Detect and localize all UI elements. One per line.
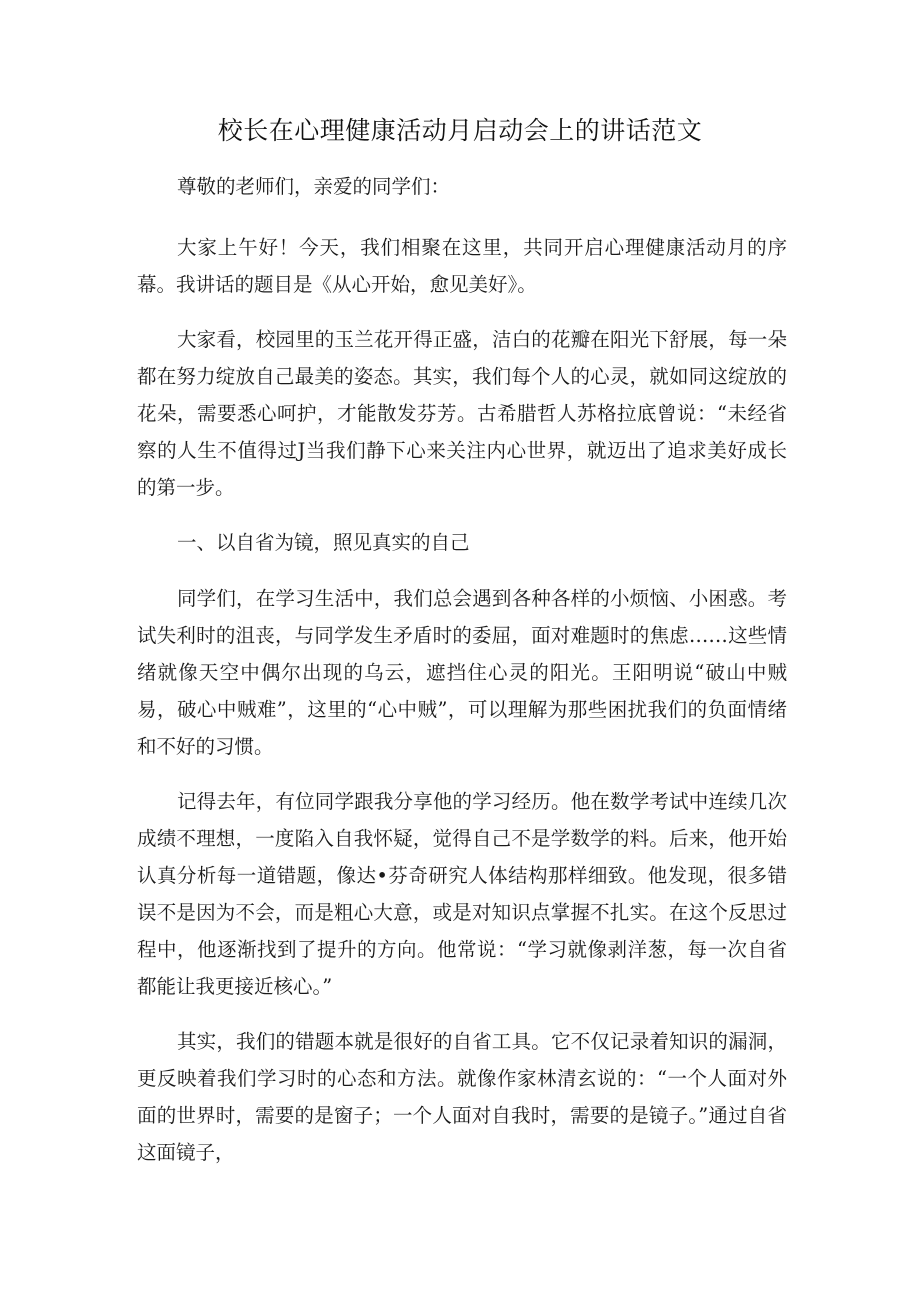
section-heading: 一、以自省为镜，照见真实的自己 [177,531,470,554]
paragraph-opening: 大家上午好！今天，我们相聚在这里，共同开启心理健康活动月的序幕。我讲话的题目是《从心开始，愈见美好》。 [137,236,787,296]
document-title: 校长在心理健康活动月启动会上的讲话范文 [217,116,703,145]
paragraph-student-story: 记得去年，有位同学跟我分享他的学习经历。他在数学考试中连续几次成绩不理想，一度陷入自我怀疑，觉得自己不是学数学的料。后来，他开始认真分析每一道错题，像达•芬奇研究人体结构那样细致。他发现，很多错误不是因为不会，而是粗心大意，或是对知识点掌握不扎实。在这个反思过程中，他逐渐找到了提升的方向。他常说：“学习就像剥洋葱，每一次自省都能让我更接近核心。” [137,790,787,998]
greeting-paragraph: 尊敬的老师们，亲爱的同学们： [177,175,451,198]
paragraph-error-notebook: 其实，我们的错题本就是很好的自省工具。它不仅记录着知识的漏洞，更反映着我们学习时的心态和方法。就像作家林清玄说的：“一个人面对外面的世界时，需要的是窗子；一个人面对自我时，需要的是镜子。”通过自省这面镜子， [137,1030,787,1164]
paragraph-magnolia: 大家看，校园里的玉兰花开得正盛，洁白的花瓣在阳光下舒展，每一朵都在努力绽放自己最美的姿态。其实，我们每个人的心灵，就如同这绽放的花朵，需要悉心呵护，才能散发芬芳。古希腊哲人苏格拉底曾说：“未经省察的人生不值得过J当我们静下心来关注内心世界，就迈出了追求美好成长的第一步。 [137,328,787,499]
paragraph-emotions: 同学们，在学习生活中，我们总会遇到各种各样的小烦恼、小困惑。考试失利时的沮丧，与同学发生矛盾时的委屈，面对难题时的焦虑……这些情绪就像天空中偶尔出现的乌云，遮挡住心灵的阳光。王阳明说“破山中贼易，破心中贼难”，这里的“心中贼”，可以理解为那些困扰我们的负面情绪和不好的习惯。 [137,587,787,758]
document-body [137,168,787,1189]
